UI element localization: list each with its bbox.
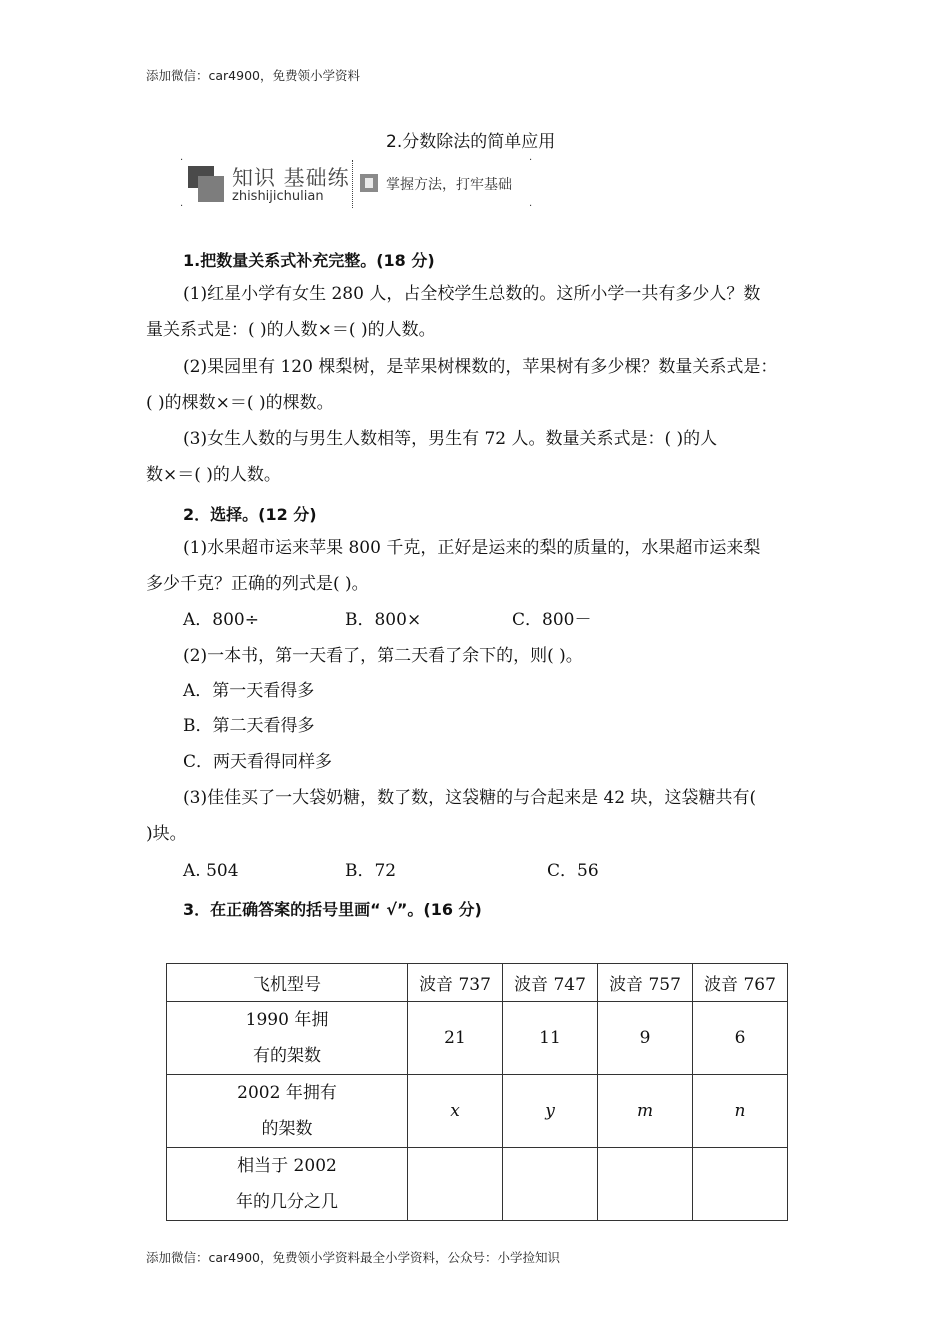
table-row <box>167 1075 788 1148</box>
table-header-cell: 波音 757 <box>598 964 693 1002</box>
q1-heading: 1.把数量关系式补充完整。(18 分) <box>183 251 435 270</box>
q2-p1-option-a: A．800÷ <box>183 610 259 630</box>
q1-p1-line1: (1)红星小学有女生 280 人，占全校学生总数的。这所小学一共有多少人？数 <box>183 284 761 304</box>
table-header-cell: 波音 737 <box>408 964 503 1002</box>
table-cell: m <box>598 1075 693 1148</box>
q1-p1-line2: 量关系式是：( )的人数×＝( )的人数。 <box>146 320 436 340</box>
table-cell <box>693 1148 788 1221</box>
table-cell: 9 <box>598 1002 693 1075</box>
table-cell <box>503 1148 598 1221</box>
airplane-table <box>166 963 788 1221</box>
q2-p2-option-b: B．第二天看得多 <box>183 716 315 736</box>
q3-heading: 3．在正确答案的括号里画“ √”。(16 分) <box>183 900 482 919</box>
banner-pinyin: zhishijichulian <box>232 189 324 204</box>
banner-main-text: 知识 基础练 <box>232 166 350 190</box>
table-row-label: 1990 年拥 有的架数 <box>167 1002 408 1075</box>
table-cell: 21 <box>408 1002 503 1075</box>
table-cell: n <box>693 1075 788 1148</box>
table-cell: y <box>503 1075 598 1148</box>
banner-block-icon-2 <box>198 176 224 202</box>
q2-p2-line1: (2)一本书，第一天看了，第二天看了余下的，则( )。 <box>183 646 583 666</box>
table-row-label: 2002 年拥有 的架数 <box>167 1075 408 1148</box>
table-cell <box>598 1148 693 1221</box>
q2-p3-option-b: B．72 <box>345 861 397 881</box>
q1-p3-line1: (3)女生人数的与男生人数相等，男生有 72 人。数量关系式是：( )的人 <box>183 429 718 449</box>
q2-heading: 2．选择。(12 分) <box>183 505 317 524</box>
q2-p3-line1: (3)佳佳买了一大袋奶糖，数了数，这袋糖的与合起来是 42 块，这袋糖共有( <box>183 788 757 808</box>
table-header-cell: 波音 767 <box>693 964 788 1002</box>
q2-p3-option-c: C．56 <box>547 861 599 881</box>
page-footer: 添加微信：car4900，免费领小学资料最全小学资料，公众号：小学捡知识 <box>146 1250 560 1265</box>
page-header: 添加微信：car4900，免费领小学资料 <box>146 68 360 83</box>
table-cell: 6 <box>693 1002 788 1075</box>
q2-p1-line1: (1)水果超市运来苹果 800 千克，正好是运来的梨的质量的，水果超市运来梨 <box>183 538 761 558</box>
table-header-row <box>167 964 788 1002</box>
table-row <box>167 1002 788 1075</box>
q2-p2-option-c: C．两天看得同样多 <box>183 752 333 772</box>
q2-p1-line2: 多少千克？正确的列式是( )。 <box>146 574 369 594</box>
q1-p2-line2: ( )的棵数×＝( )的棵数。 <box>146 393 334 413</box>
page-title: 2.分数除法的简单应用 <box>386 132 556 152</box>
q2-p1-option-c: C．800－ <box>512 610 592 630</box>
q2-p2-option-a: A．第一天看得多 <box>183 681 315 701</box>
q1-p2-line1: (2)果园里有 120 棵梨树，是苹果树棵数的，苹果树有多少棵？数量关系式是： <box>183 357 778 377</box>
q2-p3-option-a: A. 504 <box>183 861 239 881</box>
table-row-label: 相当于 2002 年的几分之几 <box>167 1148 408 1221</box>
q2-p3-line2: )块。 <box>146 824 187 844</box>
table-row <box>167 1148 788 1221</box>
table-cell <box>408 1148 503 1221</box>
table-cell: x <box>408 1075 503 1148</box>
table-header-cell: 波音 747 <box>503 964 598 1002</box>
table-header-cell: 飞机型号 <box>167 964 408 1002</box>
table-cell: 11 <box>503 1002 598 1075</box>
section-banner: · · · · 知识 基础练 zhishijichulian 掌握方法，打牢基础 <box>180 155 533 212</box>
q2-p1-option-b: B．800× <box>345 610 422 630</box>
q1-p3-line2: 数×＝( )的人数。 <box>146 465 281 485</box>
banner-divider <box>352 160 354 208</box>
banner-slogan: 掌握方法，打牢基础 <box>386 177 512 193</box>
